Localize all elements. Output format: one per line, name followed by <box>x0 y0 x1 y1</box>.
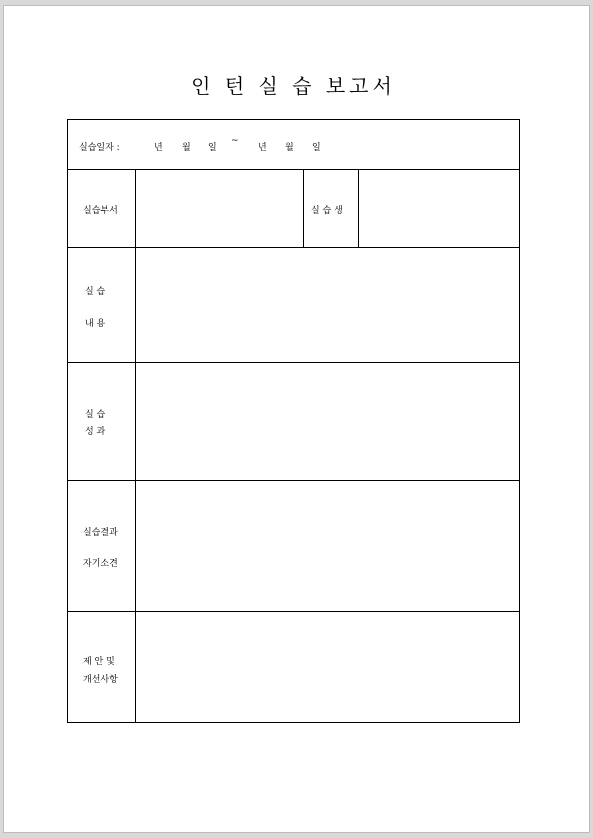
suggestion-label-line1: 제 안 및 <box>83 657 115 667</box>
dept-field[interactable] <box>136 170 303 247</box>
student-label: 실 습 생 <box>311 206 343 216</box>
date-end-month[interactable]: 월 <box>285 143 294 153</box>
result-label-line1: 실 습 <box>85 410 106 420</box>
dept-label: 실습부서 <box>83 206 118 216</box>
content-label-line2: 내 용 <box>85 319 106 329</box>
student-field[interactable] <box>359 170 519 247</box>
impression-label-line2: 자기소견 <box>83 559 118 569</box>
page-title: 인 턴 실 습 보고서 <box>191 74 396 98</box>
content-field[interactable] <box>136 248 519 362</box>
result-field[interactable] <box>136 363 519 480</box>
date-start-year[interactable]: 년 <box>154 143 163 153</box>
report-form-table <box>67 119 520 723</box>
column-divider <box>303 169 304 248</box>
suggestion-label-line2: 개선사항 <box>83 675 118 685</box>
content-label-line1: 실 습 <box>85 287 106 297</box>
date-separator: ~ <box>231 136 239 146</box>
date-row <box>68 120 519 169</box>
date-start-month[interactable]: 월 <box>182 143 191 153</box>
result-label-line2: 성 과 <box>85 427 106 437</box>
impression-label-line1: 실습결과 <box>83 528 118 538</box>
impression-field[interactable] <box>136 481 519 611</box>
date-end-year[interactable]: 년 <box>258 143 267 153</box>
suggestion-field[interactable] <box>136 612 519 722</box>
date-label: 실습일자 : <box>79 143 120 153</box>
date-end-day[interactable]: 일 <box>312 143 321 153</box>
date-start-day[interactable]: 일 <box>208 143 217 153</box>
